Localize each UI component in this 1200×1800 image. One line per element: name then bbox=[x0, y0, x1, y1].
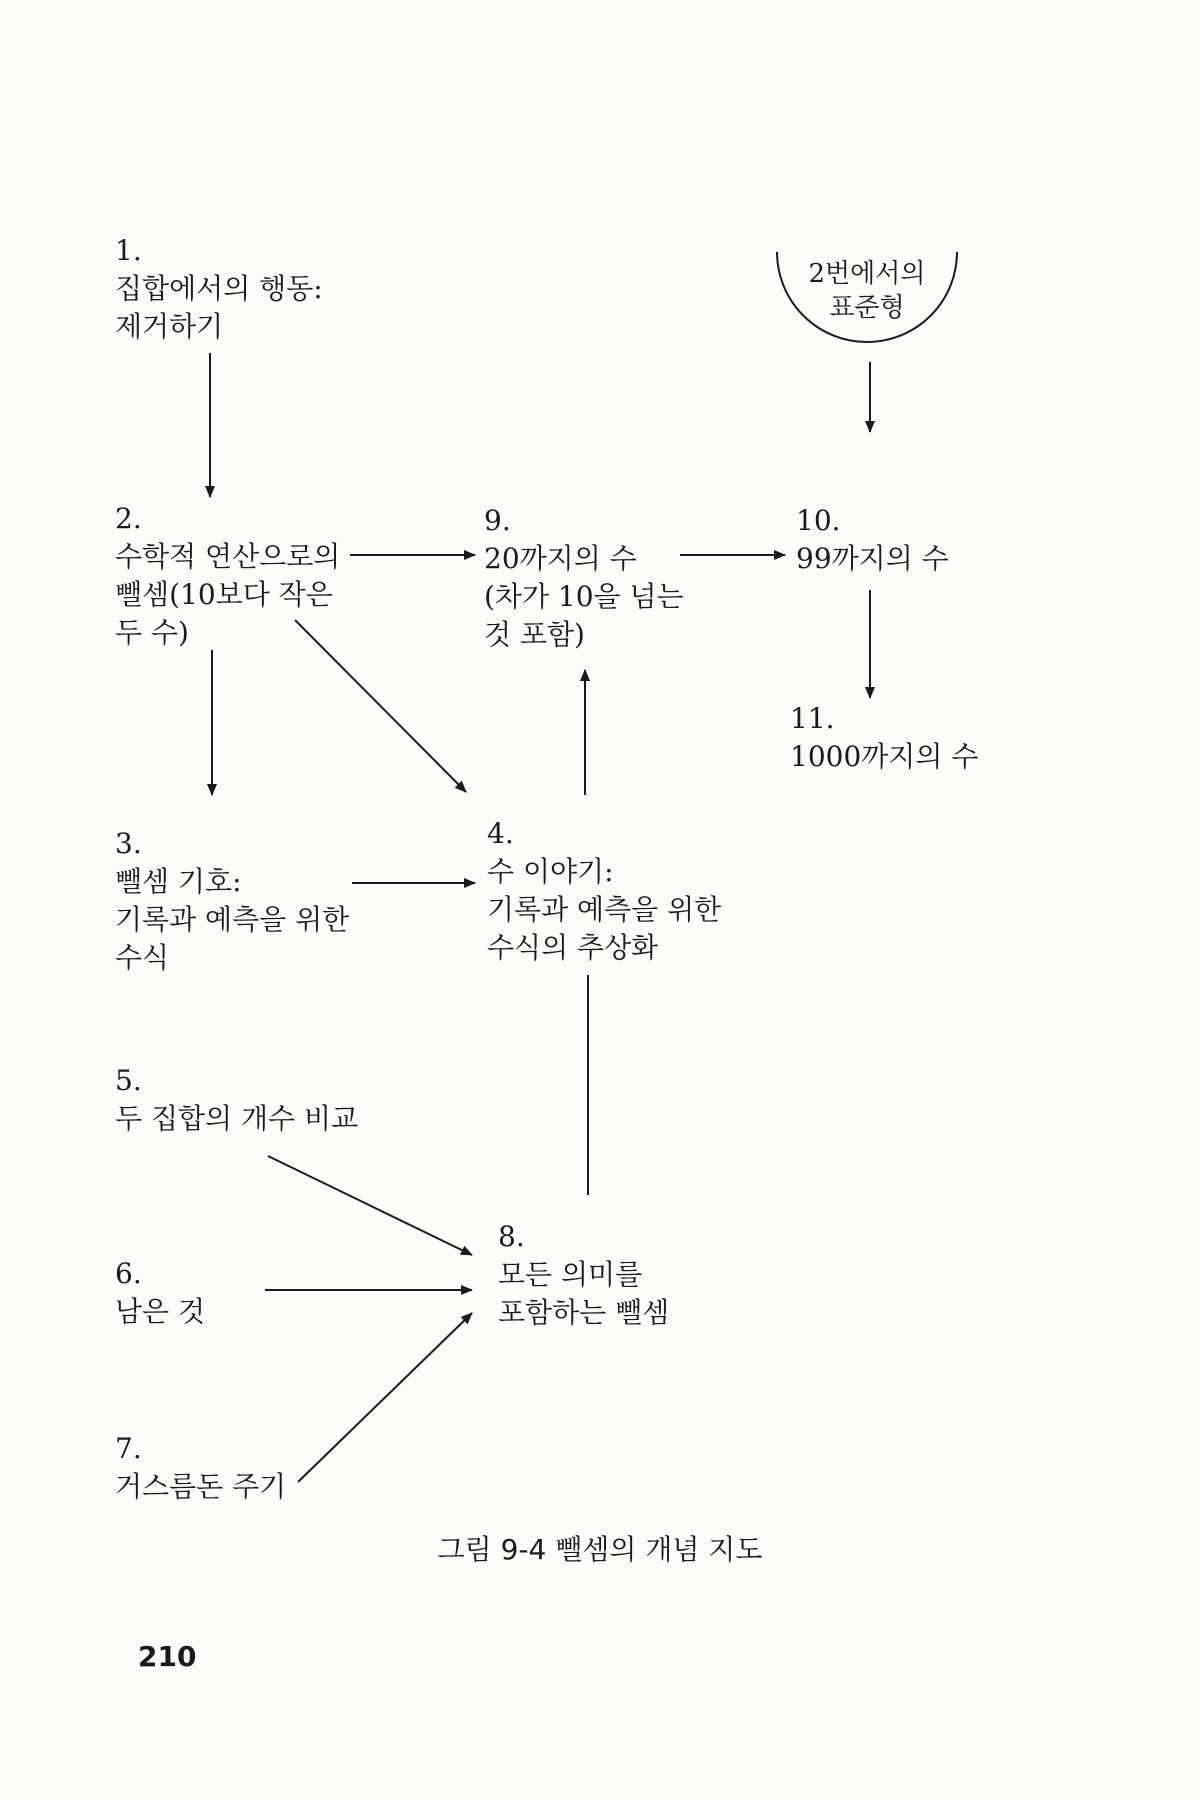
node-7 bbox=[115, 1430, 286, 1506]
node-text-line: 20까지의 수 bbox=[484, 542, 637, 575]
node-number: 4. bbox=[487, 817, 514, 850]
node-text-line: 1000까지의 수 bbox=[790, 740, 979, 773]
node-9 bbox=[484, 502, 684, 654]
node-number: 1. bbox=[115, 234, 142, 267]
node-text-line: 뺄셈 기호: bbox=[115, 865, 242, 898]
node-number: 2. bbox=[115, 502, 142, 535]
node-text-line: 남은 것 bbox=[115, 1295, 206, 1328]
node-number: 6. bbox=[115, 1257, 142, 1290]
node-10 bbox=[796, 502, 949, 578]
node-number: 10. bbox=[796, 504, 841, 537]
node-5 bbox=[115, 1062, 358, 1138]
node-2 bbox=[115, 500, 340, 652]
node-text-line: 수학적 연산으로의 bbox=[115, 540, 341, 573]
node-3 bbox=[115, 825, 349, 977]
node-6 bbox=[115, 1255, 205, 1331]
node-text-line: 99까지의 수 bbox=[796, 542, 949, 575]
standard-form-line: 표준형 bbox=[829, 293, 905, 323]
node-text-line: 뺄셈(10보다 작은 bbox=[115, 578, 333, 611]
node-11 bbox=[790, 700, 978, 776]
node-text-line: 기록과 예측을 위한 bbox=[115, 903, 350, 936]
node-number: 7. bbox=[115, 1432, 142, 1465]
node-number: 3. bbox=[115, 827, 142, 860]
node-text-line: (차가 10을 넘는 bbox=[484, 580, 684, 613]
node-text-line: 수식의 추상화 bbox=[487, 931, 659, 964]
node-text-line: 두 수) bbox=[115, 616, 189, 649]
page-number: 210 bbox=[138, 1640, 197, 1673]
node-text-line: 두 집합의 개수 비교 bbox=[115, 1102, 359, 1135]
node-number: 11. bbox=[790, 702, 835, 735]
arrow-7-to-8 bbox=[298, 1313, 472, 1482]
node-number: 9. bbox=[484, 504, 511, 537]
node-text-line: 거스름돈 주기 bbox=[115, 1470, 287, 1503]
standard-form-line: 2번에서의 bbox=[808, 259, 926, 289]
node-text-line: 기록과 예측을 위한 bbox=[487, 893, 722, 926]
node-text-line: 모든 의미를 bbox=[498, 1258, 643, 1291]
node-text-line: 것 포함) bbox=[484, 618, 585, 651]
node-text-line: 수식 bbox=[115, 941, 170, 974]
node-text-line: 수 이야기: bbox=[487, 855, 614, 888]
node-text-line: 포함하는 뺄셈 bbox=[498, 1296, 670, 1329]
node-number: 8. bbox=[498, 1220, 525, 1253]
node-1 bbox=[115, 232, 323, 346]
node-text-line: 집합에서의 행동: bbox=[115, 272, 323, 305]
node-text-line: 제거하기 bbox=[115, 310, 224, 343]
node-number: 5. bbox=[115, 1064, 142, 1097]
standard-form-label bbox=[787, 257, 947, 325]
arrow-5-to-8 bbox=[268, 1156, 472, 1255]
node-8 bbox=[498, 1218, 669, 1332]
node-4 bbox=[487, 815, 721, 967]
figure-caption: 그림 9-4 뺄셈의 개념 지도 bbox=[437, 1533, 763, 1566]
